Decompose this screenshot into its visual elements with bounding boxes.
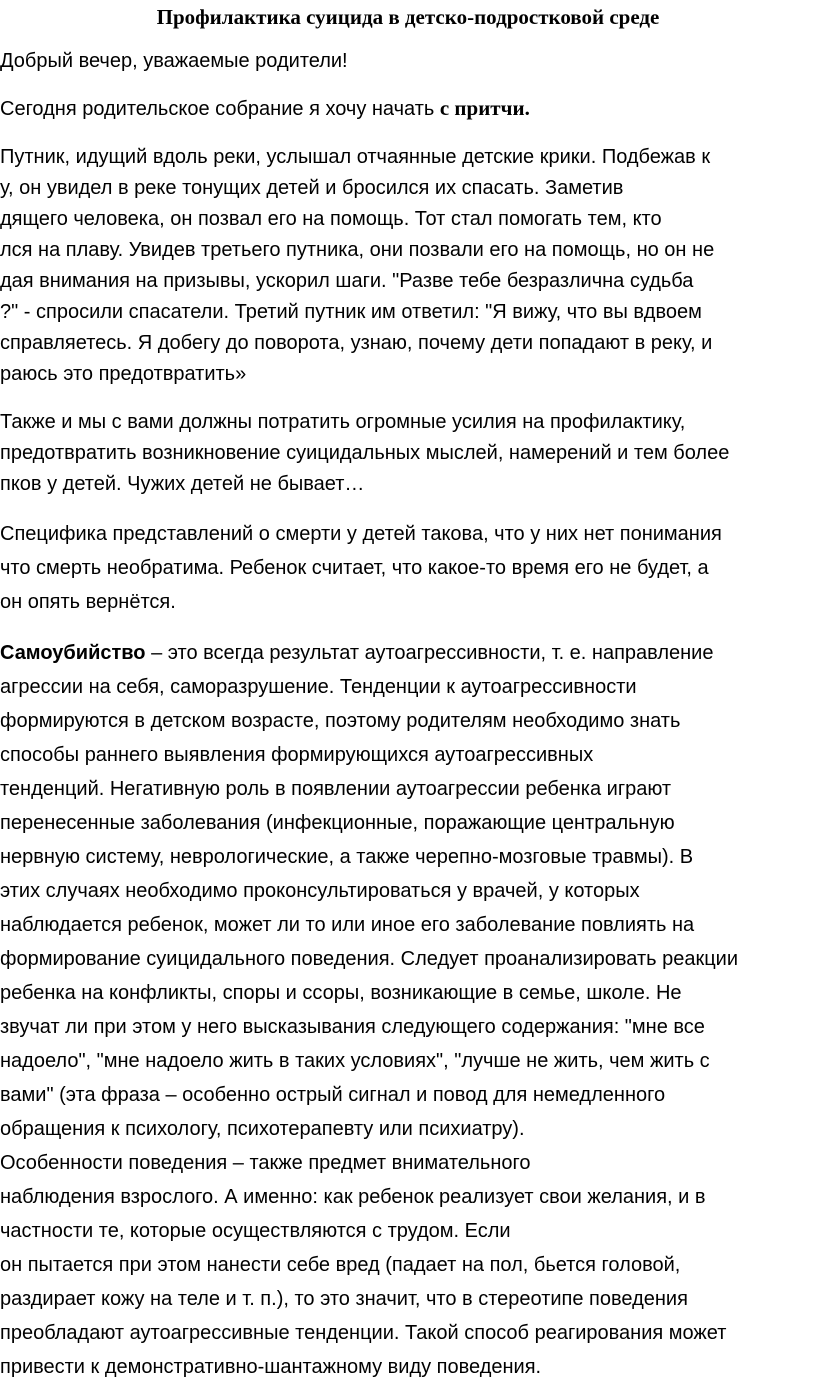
suicide-line: обращения к психологу, психотерапевту или психиатру). [0,1118,525,1140]
suicide-line: формируются в детском возрасте, поэтому родителям необходимо знать [0,710,681,732]
suicide-line: формирование суицидального поведения. Следует проанализировать реакции [0,948,739,970]
suicide-first-line [0,636,816,670]
document-body [0,44,816,1384]
parable-paragraph [0,142,816,390]
prevention-line: Также и мы с вами должны потратить огромные усилия на профилактику, [0,411,686,433]
specifics-line: что смерть необратима. Ребенок считает, что какое-то время его не будет, а [0,557,709,579]
parable-line: лся на плаву. Увидев третьего путника, они позвали его на помощь, но он не [0,239,715,261]
suicide-line: вами" (эта фраза – особенно острый сигнал и повод для немедленного [0,1084,666,1106]
suicide-line: тенденций. Негативную роль в появлении аутоагрессии ребенка играют [0,778,672,800]
prevention-paragraph [0,407,816,500]
greeting-line: Добрый вечер, уважаемые родители! [0,50,348,72]
suicide-line: способы раннего выявления формирующихся аутоагрессивных [0,744,594,766]
suicide-line: перенесенные заболевания (инфекционные, поражающие центральную [0,812,675,834]
behavior-line: наблюдения взрослого. А именно: как ребенок реализует свои желания, и в [0,1186,706,1208]
suicide-line: надоело", "мне надоело жить в таких условиях", "лучше не жить, чем жить с [0,1050,710,1072]
behavior-line: преобладают аутоагрессивные тенденции. Такой способ реагирования может [0,1322,727,1344]
behavior-line: привести к демонстративно-шантажному виду поведения. [0,1356,542,1378]
suicide-line: агрессии на себя, саморазрушение. Тенденции к аутоагрессивности [0,676,637,698]
parable-line: ?" - спросили спасатели. Третий путник им ответил: "Я вижу, что вы вдвоем [0,301,702,323]
parable-line: дящего человека, он позвал его на помощь. Тот стал помогать тем, кто [0,208,662,230]
parable-line: у, он увидел в реке тонущих детей и бросился их спасать. Заметив [0,177,624,199]
prevention-line: пков у детей. Чужих детей не бывает… [0,473,365,495]
specifics-line: он опять вернётся. [0,591,176,613]
suicide-paragraph [0,636,816,1146]
specifics-paragraph [0,517,816,619]
suicide-line: этих случаях необходимо проконсультироваться у врачей, у которых [0,880,640,902]
suicide-term: Самоубийство [0,642,146,664]
behavior-line: Особенности поведения – также предмет внимательного [0,1152,531,1174]
intro-line [0,91,816,125]
suicide-line: ребенка на конфликты, споры и ссоры, возникающие в семье, школе. Не [0,982,682,1004]
parable-line: справляетесь. Я добегу до поворота, узнаю, почему дети попадают в реку, и [0,332,713,354]
prevention-line: предотвратить возникновение суицидальных мыслей, намерений и тем более [0,442,730,464]
parable-line: дая внимания на призывы, ускорил шаги. "Разве тебе безразлична судьба [0,270,694,292]
suicide-line: нервную систему, неврологические, а также черепно-мозговые травмы). В [0,846,694,868]
intro-text: Сегодня родительское собрание я хочу начать [0,98,440,120]
intro-bold-text: с притчи. [439,96,530,120]
parable-line: Путник, идущий вдоль реки, услышал отчаянные детские крики. Подбежав к [0,146,711,168]
suicide-line: наблюдается ребенок, может ли то или иное его заболевание повлиять на [0,914,695,936]
specifics-line: Специфика представлений о смерти у детей такова, что у них нет понимания [0,523,722,545]
suicide-line: звучат ли при этом у него высказывания следующего содержания: "мне все [0,1016,705,1038]
behavior-line: раздирает кожу на теле и т. п.), то это значит, что в стереотипе поведения [0,1288,688,1310]
page-title: Профилактика суицида в детско-подростковой среде [156,5,660,29]
behavior-line: он пытается при этом нанести себе вред (падает на пол, бьется головой, [0,1254,681,1276]
suicide-first-text: – это всегда результат аутоагрессивности, т. е. направление [145,642,714,664]
behavior-paragraph [0,1146,816,1384]
parable-line: раюсь это предотвратить» [0,363,247,385]
behavior-line: частности те, которые осуществляются с трудом. Если [0,1220,511,1242]
